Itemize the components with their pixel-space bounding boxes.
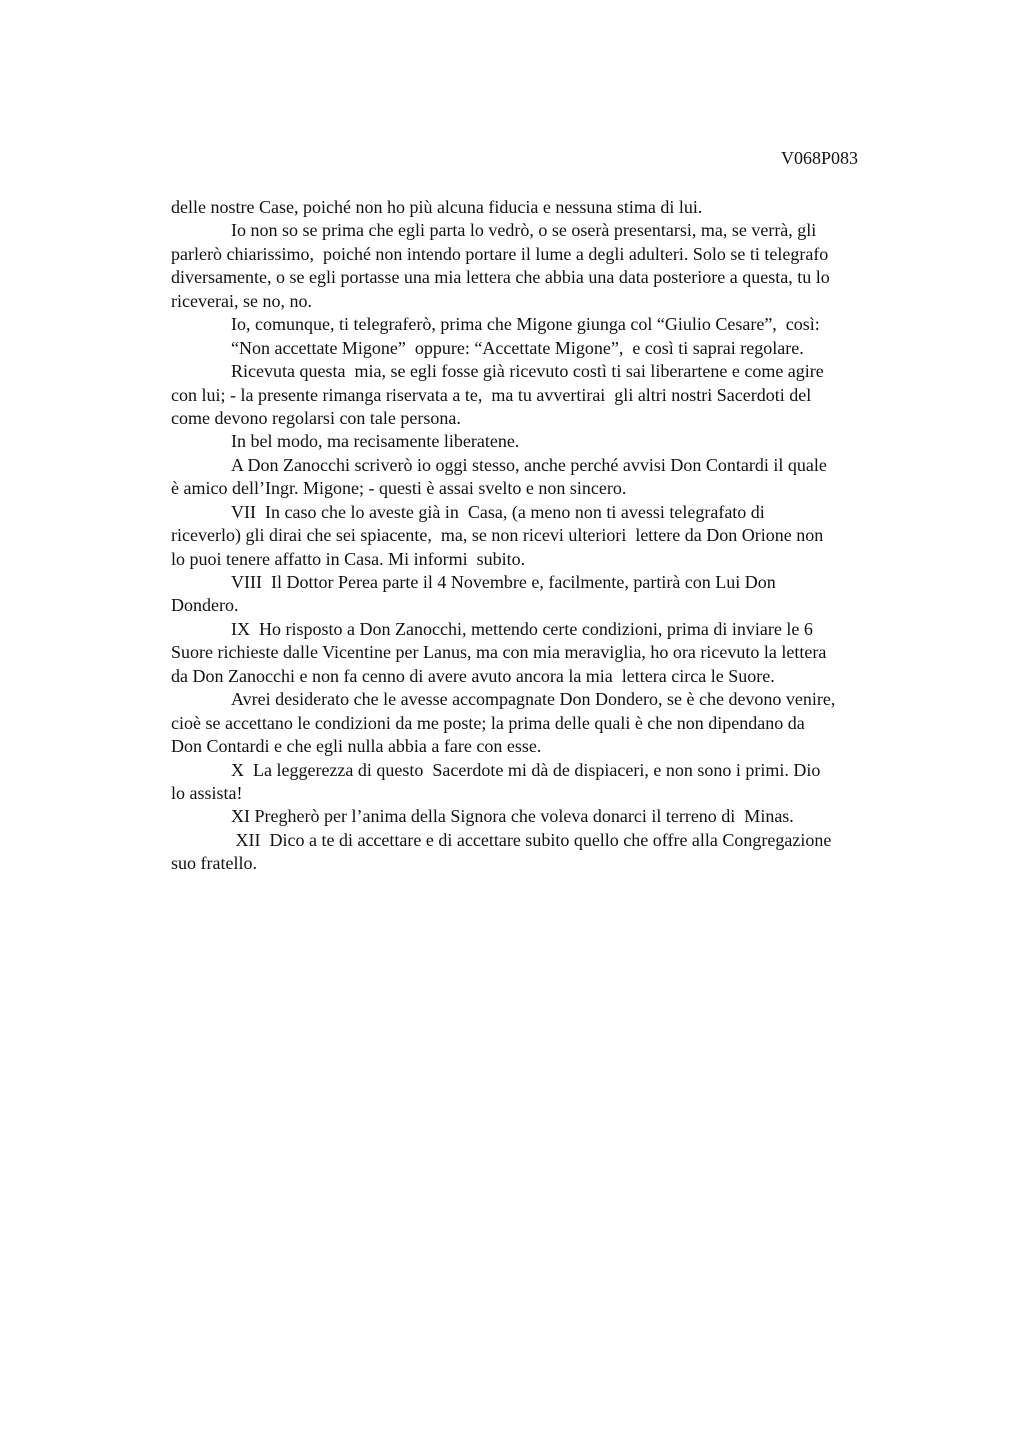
text-line: cioè se accettano le condizioni da me poste; la prima delle quali è che non dipendano da (171, 712, 805, 733)
text-line: Ricevuta questa mia, se egli fosse già ricevuto costì ti sai liberartene e come agire (231, 361, 824, 382)
text-line: A Don Zanocchi scriverò io oggi stesso, anche perché avvisi Don Contardi il quale (231, 454, 827, 475)
text-line: Dondero. (171, 595, 239, 616)
text-line: lo puoi tenere affatto in Casa. Mi informi subito. (171, 548, 526, 569)
text-line: parlerò chiarissimo, poiché non intendo portare il lume a degli adulteri. Solo se ti telegrafo (171, 243, 829, 264)
text-line: suo fratello. (171, 853, 257, 874)
text-line: con lui; - la presente rimanga riservata a te, ma tu avvertirai gli altri nostri Sacerdoti del (171, 384, 812, 405)
text-line: delle nostre Case, poiché non ho più alcuna fiducia e nessuna stima di lui. (171, 197, 703, 217)
text-line: “Non accettate Migone” oppure: “Accettate Migone”, e così ti saprai regolare. (231, 337, 804, 358)
text-line: Don Contardi e che egli nulla abbia a fare con esse. (171, 736, 542, 757)
text-line: X La leggerezza di questo Sacerdote mi dà de dispiaceri, e non sono i primi. Dio (231, 759, 821, 780)
text-line: Io, comunque, ti telegraferò, prima che Migone giunga col “Giulio Cesare”, così: (231, 314, 820, 335)
text-line: riceverlo) gli dirai che sei spiacente, ma, se non ricevi ulteriori lettere da Don Orione non (171, 525, 824, 546)
text-line: Suore richieste dalle Vicentine per Lanus, ma con mia meraviglia, ho ora ricevuto la lettera (171, 642, 827, 663)
text-line: è amico dell’Ingr. Migone; - questi è assai svelto e non sincero. (171, 478, 627, 499)
page-code: V068P083 (781, 148, 859, 168)
text-line: Io non so se prima che egli parta lo vedrò, o se oserà presentarsi, ma, se verrà, gli (231, 220, 817, 241)
text-line: diversamente, o se egli portasse una mia lettera che abbia una data posteriore a questa, tu lo (171, 267, 830, 288)
text-line: IX Ho risposto a Don Zanocchi, mettendo certe condizioni, prima di inviare le 6 (231, 618, 813, 639)
text-line: XI Pregherò per l’anima della Signora che voleva donarci il terreno di Minas. (231, 806, 794, 827)
text-line: come devono regolarsi con tale persona. (171, 407, 461, 428)
text-line: VII In caso che lo aveste già in Casa, (a meno non ti avessi telegrafato di (231, 501, 765, 522)
text-line: XII Dico a te di accettare e di accettare subito quello che offre alla Congregazione (231, 829, 832, 850)
text-line: da Don Zanocchi e non fa cenno di avere avuto ancora la mia lettera circa le Suore. (171, 665, 775, 686)
text-line: Avrei desiderato che le avesse accompagnate Don Dondero, se è che devono venire, (231, 689, 836, 710)
text-line: lo assista! (171, 782, 243, 803)
text-line: VIII Il Dottor Perea parte il 4 Novembre e, facilmente, partirà con Lui Don (231, 572, 776, 592)
text-line: In bel modo, ma recisamente liberatene. (231, 431, 520, 452)
letter-body (171, 196, 931, 876)
text-line: riceverai, se no, no. (171, 290, 312, 311)
